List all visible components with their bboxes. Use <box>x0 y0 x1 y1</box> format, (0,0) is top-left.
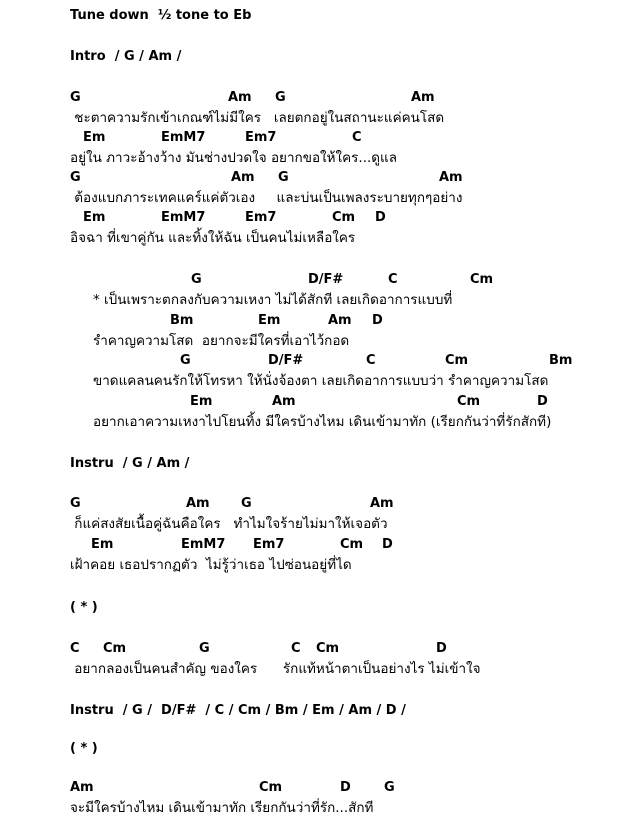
chord: C <box>70 641 80 656</box>
chord: D <box>436 641 447 656</box>
chord: D <box>382 537 393 552</box>
lyric-line: จะมีใครบ้างไหม เดินเข้ามาทัก เรียกกันว่าที่รัก...สักที <box>70 800 374 816</box>
chord: G <box>191 272 202 287</box>
chord: D/F# <box>308 272 344 287</box>
lyric-line: อิจฉา ที่เขาคู่กัน และทิ้งให้ฉัน เป็นคนไม่เหลือใคร <box>70 230 356 246</box>
lyric-line: * เป็นเพราะตกลงกับความเหงา ไม่ได้สักที เลยเกิดอาการแบบที่ <box>93 292 453 308</box>
chord: Bm <box>170 313 194 328</box>
instrumental-line: Instru / G / Am / <box>70 456 190 471</box>
intro-line: Intro / G / Am / <box>70 49 182 64</box>
chord: G <box>199 641 210 656</box>
chord: Cm <box>470 272 494 287</box>
chord: Cm <box>316 641 340 656</box>
repeat-chorus-marker: ( * ) <box>70 741 98 756</box>
chord: Am <box>186 496 210 511</box>
chord: C <box>291 641 301 656</box>
chord: EmM7 <box>181 537 226 552</box>
lyric-line: อยู่ใน ภาวะอ้างว้าง มันช่างปวดใจ อยากขอให้ใคร...ดูแล <box>70 150 398 166</box>
chord: Bm <box>549 353 573 368</box>
chord: Am <box>228 90 252 105</box>
chord: Cm <box>340 537 364 552</box>
chord: Em7 <box>245 210 277 225</box>
chord: Am <box>272 394 296 409</box>
chord: C <box>366 353 376 368</box>
chord: G <box>70 496 81 511</box>
chord: D <box>340 780 351 795</box>
chord: G <box>70 90 81 105</box>
lyric-line: ก็แค่สงสัยเนื้อคู่ฉันคือใคร ทำไมใจร้ายไม่มาให้เจอตัว <box>70 516 388 532</box>
lyric-line: ต้องแบกภาระเทคแคร์แค่ตัวเอง และบ่นเป็นเพลงระบายทุกๆอย่าง <box>70 190 463 206</box>
chord: Cm <box>103 641 127 656</box>
chord: Em7 <box>245 130 277 145</box>
chord: Em <box>83 130 106 145</box>
chord: Em <box>83 210 106 225</box>
chord: Am <box>328 313 352 328</box>
chord: G <box>278 170 289 185</box>
tuning-note: Tune down ½ tone to Eb <box>70 8 252 23</box>
chord: C <box>388 272 398 287</box>
lyric-line: อยากลองเป็นคนสำคัญ ของใคร รักแท้หน้าตาเป็นอย่างไร ไม่เข้าใจ <box>70 661 481 677</box>
lyric-line: อยากเอาความเหงาไปโยนทิ้ง มีใครบ้างไหม เดินเข้ามาทัก (เรียกกันว่าที่รักสักที) <box>93 414 552 430</box>
lyric-line: เฝ้าคอย เธอปรากฏตัว ไม่รู้ว่าเธอ ไปซ่อนอยู่ที่ได <box>70 557 352 573</box>
chord: EmM7 <box>161 210 206 225</box>
instrumental-line: Instru / G / D/F# / C / Cm / Bm / Em / Am / D / <box>70 703 406 718</box>
chord: G <box>70 170 81 185</box>
chord: D/F# <box>268 353 304 368</box>
chord: Em <box>258 313 281 328</box>
chord: Em <box>190 394 213 409</box>
chord: Cm <box>445 353 469 368</box>
repeat-chorus-marker: ( * ) <box>70 600 98 615</box>
chord: Am <box>70 780 94 795</box>
chord: Am <box>439 170 463 185</box>
chord: EmM7 <box>161 130 206 145</box>
chord: G <box>241 496 252 511</box>
lyric-line: รำคาญความโสด อยากจะมีใครที่เอาไว้กอด <box>93 333 350 349</box>
chord: D <box>372 313 383 328</box>
chord: G <box>384 780 395 795</box>
chord: G <box>180 353 191 368</box>
chord: D <box>537 394 548 409</box>
chord: Cm <box>457 394 481 409</box>
chord: Cm <box>259 780 283 795</box>
chord: Em <box>91 537 114 552</box>
chord: D <box>375 210 386 225</box>
lyric-line: ขาดแคลนคนรักให้โทรหา ให้นั่งจ้องตา เลยเกิดอาการแบบว่า รำคาญความโสด <box>93 373 549 389</box>
chord: G <box>275 90 286 105</box>
chord: C <box>352 130 362 145</box>
chord: Am <box>411 90 435 105</box>
chord: Em7 <box>253 537 285 552</box>
lyric-line: ชะตาความรักเข้าเกณฑ์ไม่มีใคร เลยตกอยู่ในสถานะแค่คนโสด <box>70 110 445 126</box>
chord: Cm <box>332 210 356 225</box>
chord: Am <box>231 170 255 185</box>
chord: Am <box>370 496 394 511</box>
